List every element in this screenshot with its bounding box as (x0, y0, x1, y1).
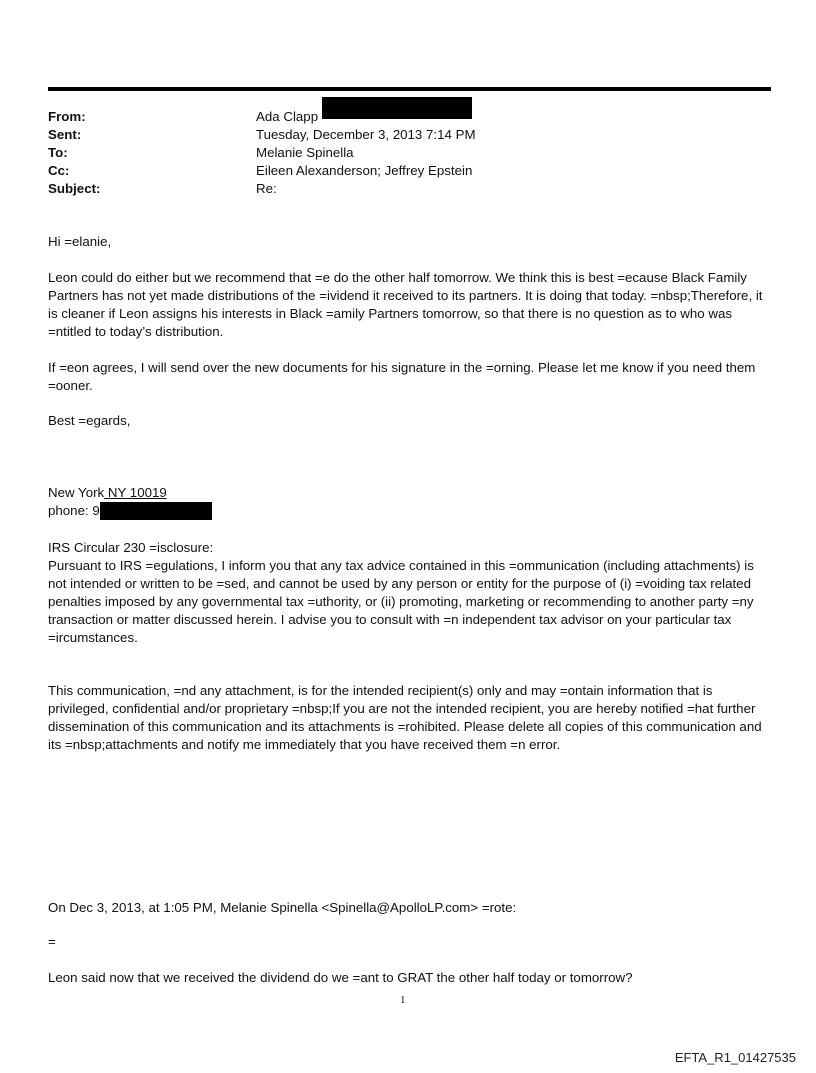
irs-disclosure: Pursuant to IRS =egulations, I inform you that any tax advice contained in this =ommunication (including attachments) is not intended or written to be =sed, and cannot be used by any person or entity for the purpose of (i) =voiding tax related penalties imposed by any governmental tax =uthority, or (ii) promoting, marketing or recommending to another party =ny transaction or matter discussed herein. I advise you to consult with =n independent tax advisor on your particular tax =ircumstances. (48, 558, 754, 645)
quoted-message: Leon said now that we received the dividend do we =ant to GRAT the other half today or tomorrow? (48, 970, 633, 985)
confidentiality-notice: This communication, =nd any attachment, is for the intended recipient(s) only and may =ontain information that is privileged, confidential and/or proprietary =nbsp;If you are not the intended recipient, you are hereby notified =hat further dissemination of this communication and its attachments is =rohibited. Please delete all copies of this communication and its =nbsp;attachments and notify me immediately that you have received them =n error. (48, 683, 762, 752)
signoff: Best =egards, (48, 413, 131, 428)
cc-value: Eileen Alexanderson; Jeffrey Epstein (256, 163, 473, 178)
document-id: EFTA_R1_01427535 (674, 1050, 796, 1065)
subject-value: Re: (256, 181, 277, 196)
subject-label: Subject: (48, 181, 101, 196)
sent-value: Tuesday, December 3, 2013 7:14 PM (256, 127, 476, 142)
to-value: Melanie Spinella (256, 145, 354, 160)
header-divider (48, 87, 771, 91)
body-paragraph-1: Leon could do either but we recommend that =e do the other half tomorrow. We think this is best =ecause Black Family Partners has not yet made distributions of the =ividend it received to its partners. It is doing that today. =nbsp;Therefore, it is cleaner if Leon assigns his interests in Black =amily Partners tomorrow, so that there is no question as to who was =ntitled to today’s distribution. (48, 270, 763, 339)
quote-separator: = (48, 934, 56, 949)
redaction-block (100, 502, 212, 520)
sent-label: Sent: (48, 127, 82, 142)
phone-line: phone: 9 (48, 503, 100, 518)
irs-title: IRS Circular 230 =isclosure: (48, 540, 214, 555)
from-value: Ada Clapp (256, 109, 319, 124)
address-zip: NY 10019 (104, 485, 167, 500)
address-line (48, 484, 772, 502)
page-number: 1 (400, 994, 406, 1006)
from-label: From: (48, 109, 86, 124)
address-city: New York (48, 485, 105, 500)
redaction-block (322, 97, 472, 119)
greeting: Hi =elanie, (48, 234, 112, 249)
quote-intro: On Dec 3, 2013, at 1:05 PM, Melanie Spinella <Spinella@ApolloLP.com> =rote: (48, 900, 517, 915)
to-label: To: (48, 145, 68, 160)
cc-label: Cc: (48, 163, 70, 178)
body-paragraph-2: If =eon agrees, I will send over the new documents for his signature in the =orning. Please let me know if you need them =ooner. (48, 360, 756, 393)
